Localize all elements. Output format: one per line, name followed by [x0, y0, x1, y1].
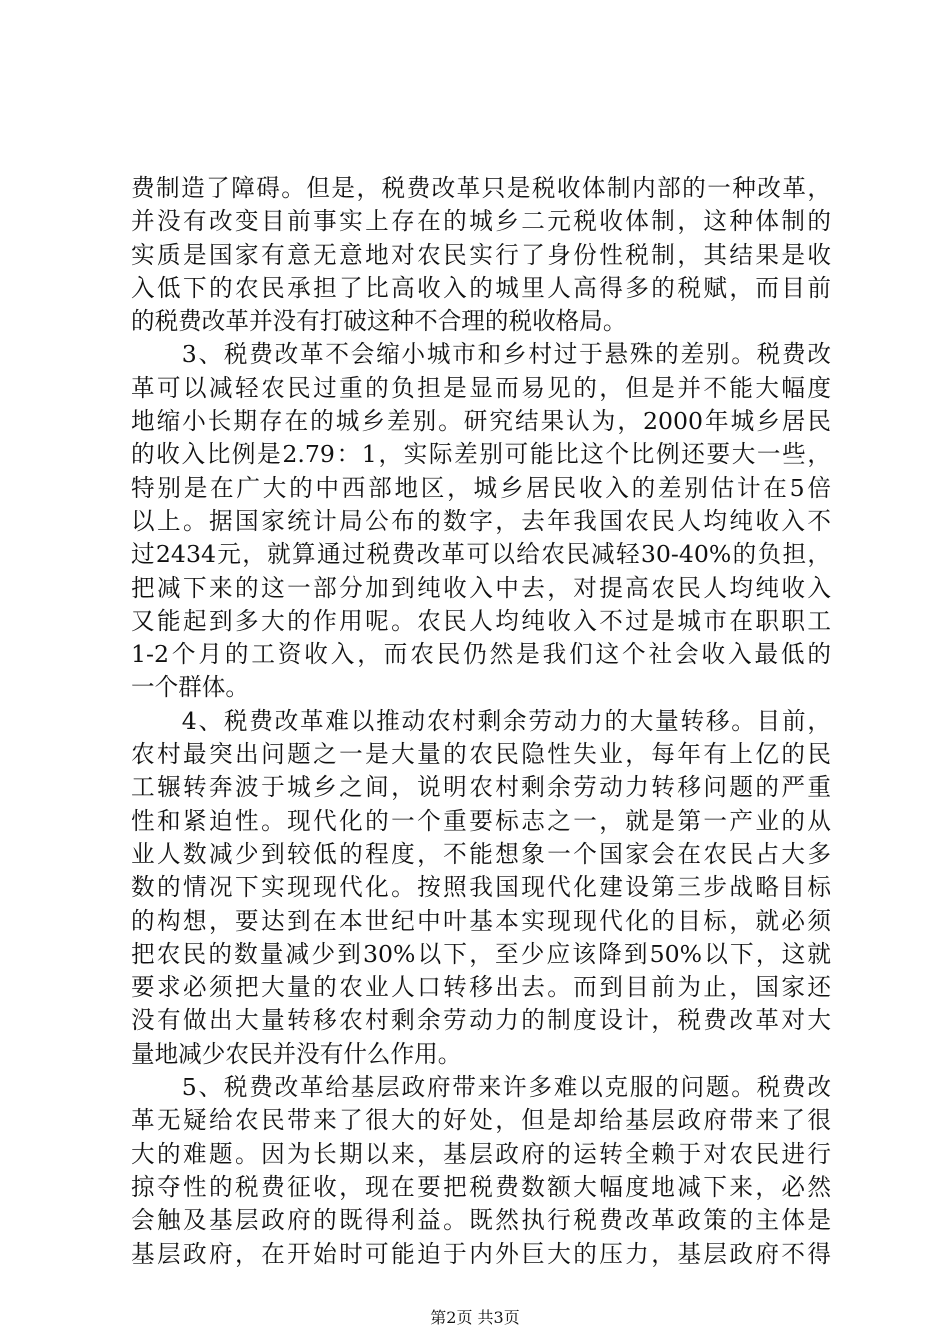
text-line: 4、税费改革难以推动农村剩余劳动力的大量转移。目前，	[131, 706, 831, 735]
text-line: 并没有改变目前事实上存在的城乡二元税收体制，这种体制的	[131, 207, 831, 236]
text-line: 工辗转奔波于城乡之间，说明农村剩余劳动力转移问题的严重	[131, 773, 831, 802]
text-line: 的构想，要达到在本世纪中叶基本实现现代化的目标，就必须	[131, 906, 831, 935]
text-line: 业人数减少到较低的程度，不能想象一个国家会在农民占大多	[131, 839, 831, 868]
text-line: 量地减少农民并没有什么作用。	[131, 1039, 462, 1068]
text-line: 革无疑给农民带来了很大的好处，但是却给基层政府带来了很	[131, 1106, 831, 1135]
text-line: 把减下来的这一部分加到纯收入中去，对提高农民人均纯收入	[131, 573, 831, 602]
text-line: 没有做出大量转移农村剩余劳动力的制度设计，税费改革对大	[131, 1006, 831, 1035]
text-line: 把农民的数量减少到30%以下，至少应该降到50%以下，这就	[131, 939, 831, 968]
text-line: 费制造了障碍。但是，税费改革只是税收体制内部的一种改革，	[131, 174, 831, 202]
text-line: 5、税费改革给基层政府带来许多难以克服的问题。税费改	[131, 1073, 831, 1102]
text-line: 的收入比例是2.79：1，实际差别可能比这个比例还要大一些，	[131, 440, 831, 469]
text-line: 3、税费改革不会缩小城市和乡村过于悬殊的差别。税费改	[131, 340, 831, 369]
text-line: 的税费改革并没有打破这种不合理的税收格局。	[131, 307, 627, 336]
text-line: 性和紧迫性。现代化的一个重要标志之一，就是第一产业的从	[131, 806, 831, 835]
text-line: 地缩小长期存在的城乡差别。研究结果认为，2000年城乡居民	[131, 407, 831, 436]
text-line: 数的情况下实现现代化。按照我国现代化建设第三步战略目标	[131, 873, 831, 902]
text-line: 掠夺性的税费征收，现在要把税费数额大幅度地减下来，必然	[131, 1172, 831, 1201]
text-line: 要求必须把大量的农业人口转移出去。而到目前为止，国家还	[131, 973, 831, 1002]
text-line: 特别是在广大的中西部地区，城乡居民收入的差别估计在5倍	[131, 473, 831, 502]
text-line: 基层政府，在开始时可能迫于内外巨大的压力，基层政府不得	[131, 1239, 831, 1268]
text-line: 1-2个月的工资收入，而农民仍然是我们这个社会收入最低的	[131, 640, 831, 669]
text-line: 农村最突出问题之一是大量的农民隐性失业，每年有上亿的民	[131, 740, 831, 769]
text-line: 入低下的农民承担了比高收入的城里人高得多的税赋，而目前	[131, 273, 831, 302]
text-line: 革可以减轻农民过重的负担是显而易见的，但是并不能大幅度	[131, 373, 831, 402]
page-footer: 第2页 共3页	[430, 1308, 520, 1327]
text-line: 一个群体。	[131, 673, 249, 702]
text-line: 实质是国家有意无意地对农民实行了身份性税制，其结果是收	[131, 240, 831, 269]
text-line: 以上。据国家统计局公布的数字，去年我国农民人均纯收入不	[131, 506, 831, 535]
text-line: 大的难题。因为长期以来，基层政府的运转全赖于对农民进行	[131, 1139, 831, 1168]
text-line: 会触及基层政府的既得利益。既然执行税费改革政策的主体是	[131, 1206, 831, 1235]
text-line: 过2434元，就算通过税费改革可以给农民减轻30-40%的负担，	[131, 540, 831, 569]
text-line: 又能起到多大的作用呢。农民人均纯收入不过是城市在职职工	[131, 606, 831, 635]
document-body	[131, 172, 831, 1271]
